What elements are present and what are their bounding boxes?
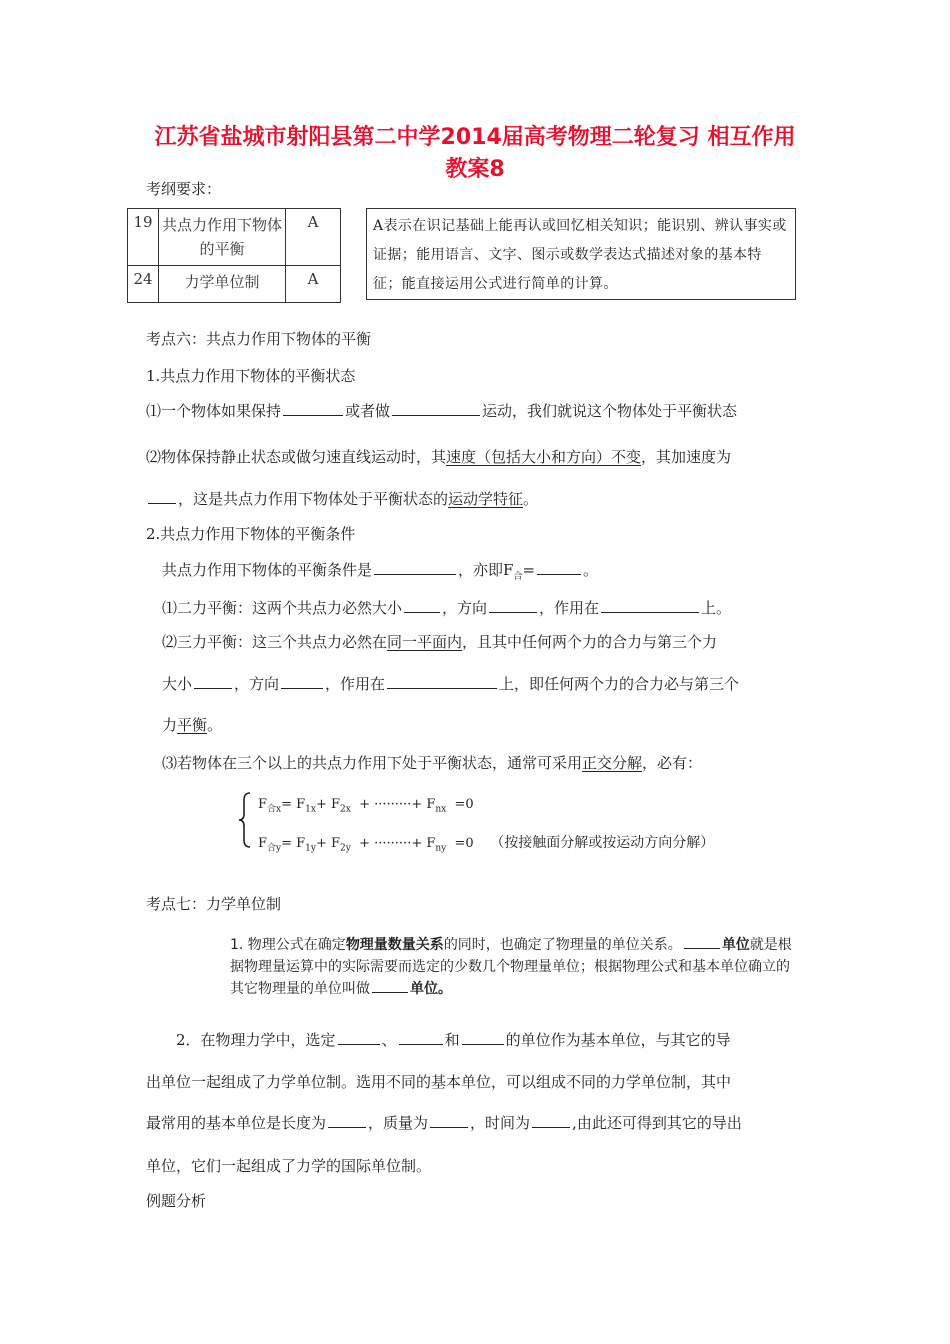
fill-blank (430, 1112, 468, 1128)
row-topic: 力学单位制 (159, 266, 286, 303)
subscript: 2x (340, 804, 351, 815)
section6-heading: 考点六：共点力作用下物体的平衡 (146, 330, 372, 348)
fill-blank (372, 978, 408, 993)
text: F (258, 836, 268, 851)
text: + ·········+ F (359, 836, 436, 851)
table-row (128, 209, 341, 266)
row-number: 19 (128, 209, 159, 266)
section7-p2-line3 (146, 1112, 742, 1133)
text: ，亦即F (458, 561, 514, 579)
fill-blank (399, 1029, 443, 1045)
two-force-balance (162, 597, 731, 618)
text: 或者做 (345, 402, 391, 420)
row-level: A (286, 266, 341, 303)
three-force-line3 (162, 714, 222, 735)
text: 2．在物理力学中，选定 (176, 1031, 336, 1049)
subscript: 合y (267, 843, 282, 854)
text: 上，即任何两个力的合力必与第三个 (499, 675, 740, 693)
text: ⑵物体保持静止状态或做匀速直线运动时，其 (146, 448, 447, 466)
text: = F (281, 797, 306, 812)
text: ，时间为 (470, 1114, 531, 1132)
equation-note: （按接触面分解或按运动方向分解） (490, 835, 715, 851)
text: + F (315, 836, 341, 851)
text: = F (281, 836, 306, 851)
text: ，其加速度为 (641, 448, 732, 466)
fill-blank (404, 597, 440, 613)
fill-blank (684, 934, 720, 949)
text: ，且其中任何两个力的合力与第三个力 (462, 633, 718, 651)
fill-blank (194, 673, 232, 689)
underlined-term: 同一平面内 (387, 633, 463, 651)
section6-p2 (146, 446, 731, 467)
fill-blank (462, 1029, 504, 1045)
fill-blank (328, 1112, 366, 1128)
bold-term: 单位。 (410, 981, 452, 997)
underlined-term: 平衡 (177, 716, 208, 734)
bold-term: 物理量数量关系 (345, 937, 444, 953)
row-level: A (286, 209, 341, 266)
level-definition-box: A表示在识记基础上能再认或回忆相关知识；能识别、辨认事实或证据；能用语言、文字、图示或数学表达式描述对象的基本特征；能直接运用公式进行简单的计算。 (366, 208, 796, 300)
section7-p2-line1 (176, 1029, 731, 1050)
fill-blank (338, 1029, 380, 1045)
text: ，作用在 (539, 599, 600, 617)
requirements-label: 考纲要求： (146, 180, 222, 198)
text: ⑴二力平衡：这两个共点力必然大小 (162, 599, 403, 617)
text: 。 (207, 716, 223, 734)
text: ，质量为 (368, 1114, 429, 1132)
fill-blank (387, 673, 497, 689)
section6-p3 (146, 488, 538, 509)
text: ⑴一个物体如果保持 (146, 402, 282, 420)
subscript: nx (435, 804, 447, 815)
section7-p2-line2: 出单位一起组成了力学单位制。选用不同的基本单位，可以组成不同的力学单位制，其中 (146, 1073, 732, 1091)
text: 最常用的基本单位是长度为 (146, 1114, 327, 1132)
text: 的单位作为基本单位，与其它的导 (505, 1031, 731, 1049)
text: + F (315, 797, 341, 812)
subscript: 2y (340, 843, 351, 854)
row-topic: 共点力作用下物体的平衡 (159, 209, 286, 266)
fill-blank (281, 673, 323, 689)
text: ，方向 (234, 675, 280, 693)
text: 共点力作用下物体的平衡条件是 (162, 561, 373, 579)
subscript: 合 (513, 572, 523, 582)
text: ⑶若物体在三个以上的共点力作用下处于平衡状态，通常可采用 (162, 754, 583, 772)
subscript: ny (435, 843, 447, 854)
unit-definition-box (230, 934, 800, 1000)
text: 、 (381, 1031, 397, 1049)
subscript: 1y (305, 843, 316, 854)
equation-x (258, 797, 474, 815)
fill-blank (601, 597, 699, 613)
table-row (128, 266, 341, 303)
requirements-table (127, 208, 341, 303)
text: 1. 物理公式在确定 (230, 937, 346, 953)
left-brace (238, 792, 252, 848)
underlined-term: 速度（包括大小和方向）不变 (446, 448, 642, 466)
text: ，方向 (442, 599, 488, 617)
equation-y (258, 832, 714, 854)
fill-blank (489, 597, 537, 613)
text: ⑵三力平衡：这三个共点力必然在 (162, 633, 388, 651)
example-heading: 例题分析 (146, 1192, 207, 1210)
text: + ·········+ F (359, 797, 436, 812)
text: ，必有： (642, 754, 703, 772)
doc-title-line1: 江苏省盐城市射阳县第二中学2014届高考物理二轮复习 相互作用 (154, 125, 796, 150)
fill-blank (148, 488, 176, 504)
text: 。 (583, 561, 599, 579)
text: 。 (523, 490, 539, 508)
multi-force-balance (162, 752, 702, 773)
fill-blank (392, 400, 480, 416)
text: =0 (454, 836, 474, 851)
row-number: 24 (128, 266, 159, 303)
text: 就是根据物理量运算中的实际需要而选定的少数几个物理量单位；根据物理公式和基本单位确立的其它物理量的单位叫做 (230, 937, 792, 997)
text: 大小 (162, 675, 193, 693)
fill-blank (537, 559, 581, 575)
underlined-term: 正交分解 (582, 754, 643, 772)
bold-term: 单位 (721, 937, 750, 953)
underlined-term: 运动学特征 (448, 490, 524, 508)
subscript: 1x (305, 804, 316, 815)
text: 的同时，也确定了物理量的单位关系。 (443, 937, 682, 953)
text: F (258, 797, 268, 812)
section6-sub2: 2.共点力作用下物体的平衡条件 (146, 525, 356, 543)
section6-sub1: 1.共点力作用下物体的平衡状态 (146, 367, 356, 385)
text: 上。 (701, 599, 732, 617)
section6-p1 (146, 400, 737, 421)
text: ,由此还可得到其它的导出 (572, 1114, 742, 1132)
three-force-line2 (162, 673, 739, 694)
text: ，作用在 (325, 675, 386, 693)
doc-title-line2: 教案8 (445, 157, 505, 182)
text: 运动，我们就说这个物体处于平衡状态 (482, 402, 738, 420)
fill-blank (532, 1112, 570, 1128)
text: ，这是共点力作用下物体处于平衡状态的 (178, 490, 449, 508)
text: =0 (454, 797, 474, 812)
section7-p2-line4: 单位，它们一起组成了力学的国际单位制。 (146, 1157, 432, 1175)
subscript: 合x (267, 804, 282, 815)
section7-heading: 考点七：力学单位制 (146, 895, 282, 913)
three-force-line1 (162, 631, 717, 652)
text: 和 (444, 1031, 460, 1049)
text: = (522, 561, 536, 579)
balance-condition (162, 559, 598, 582)
fill-blank (283, 400, 343, 416)
fill-blank (374, 559, 456, 575)
text: 力 (162, 716, 178, 734)
